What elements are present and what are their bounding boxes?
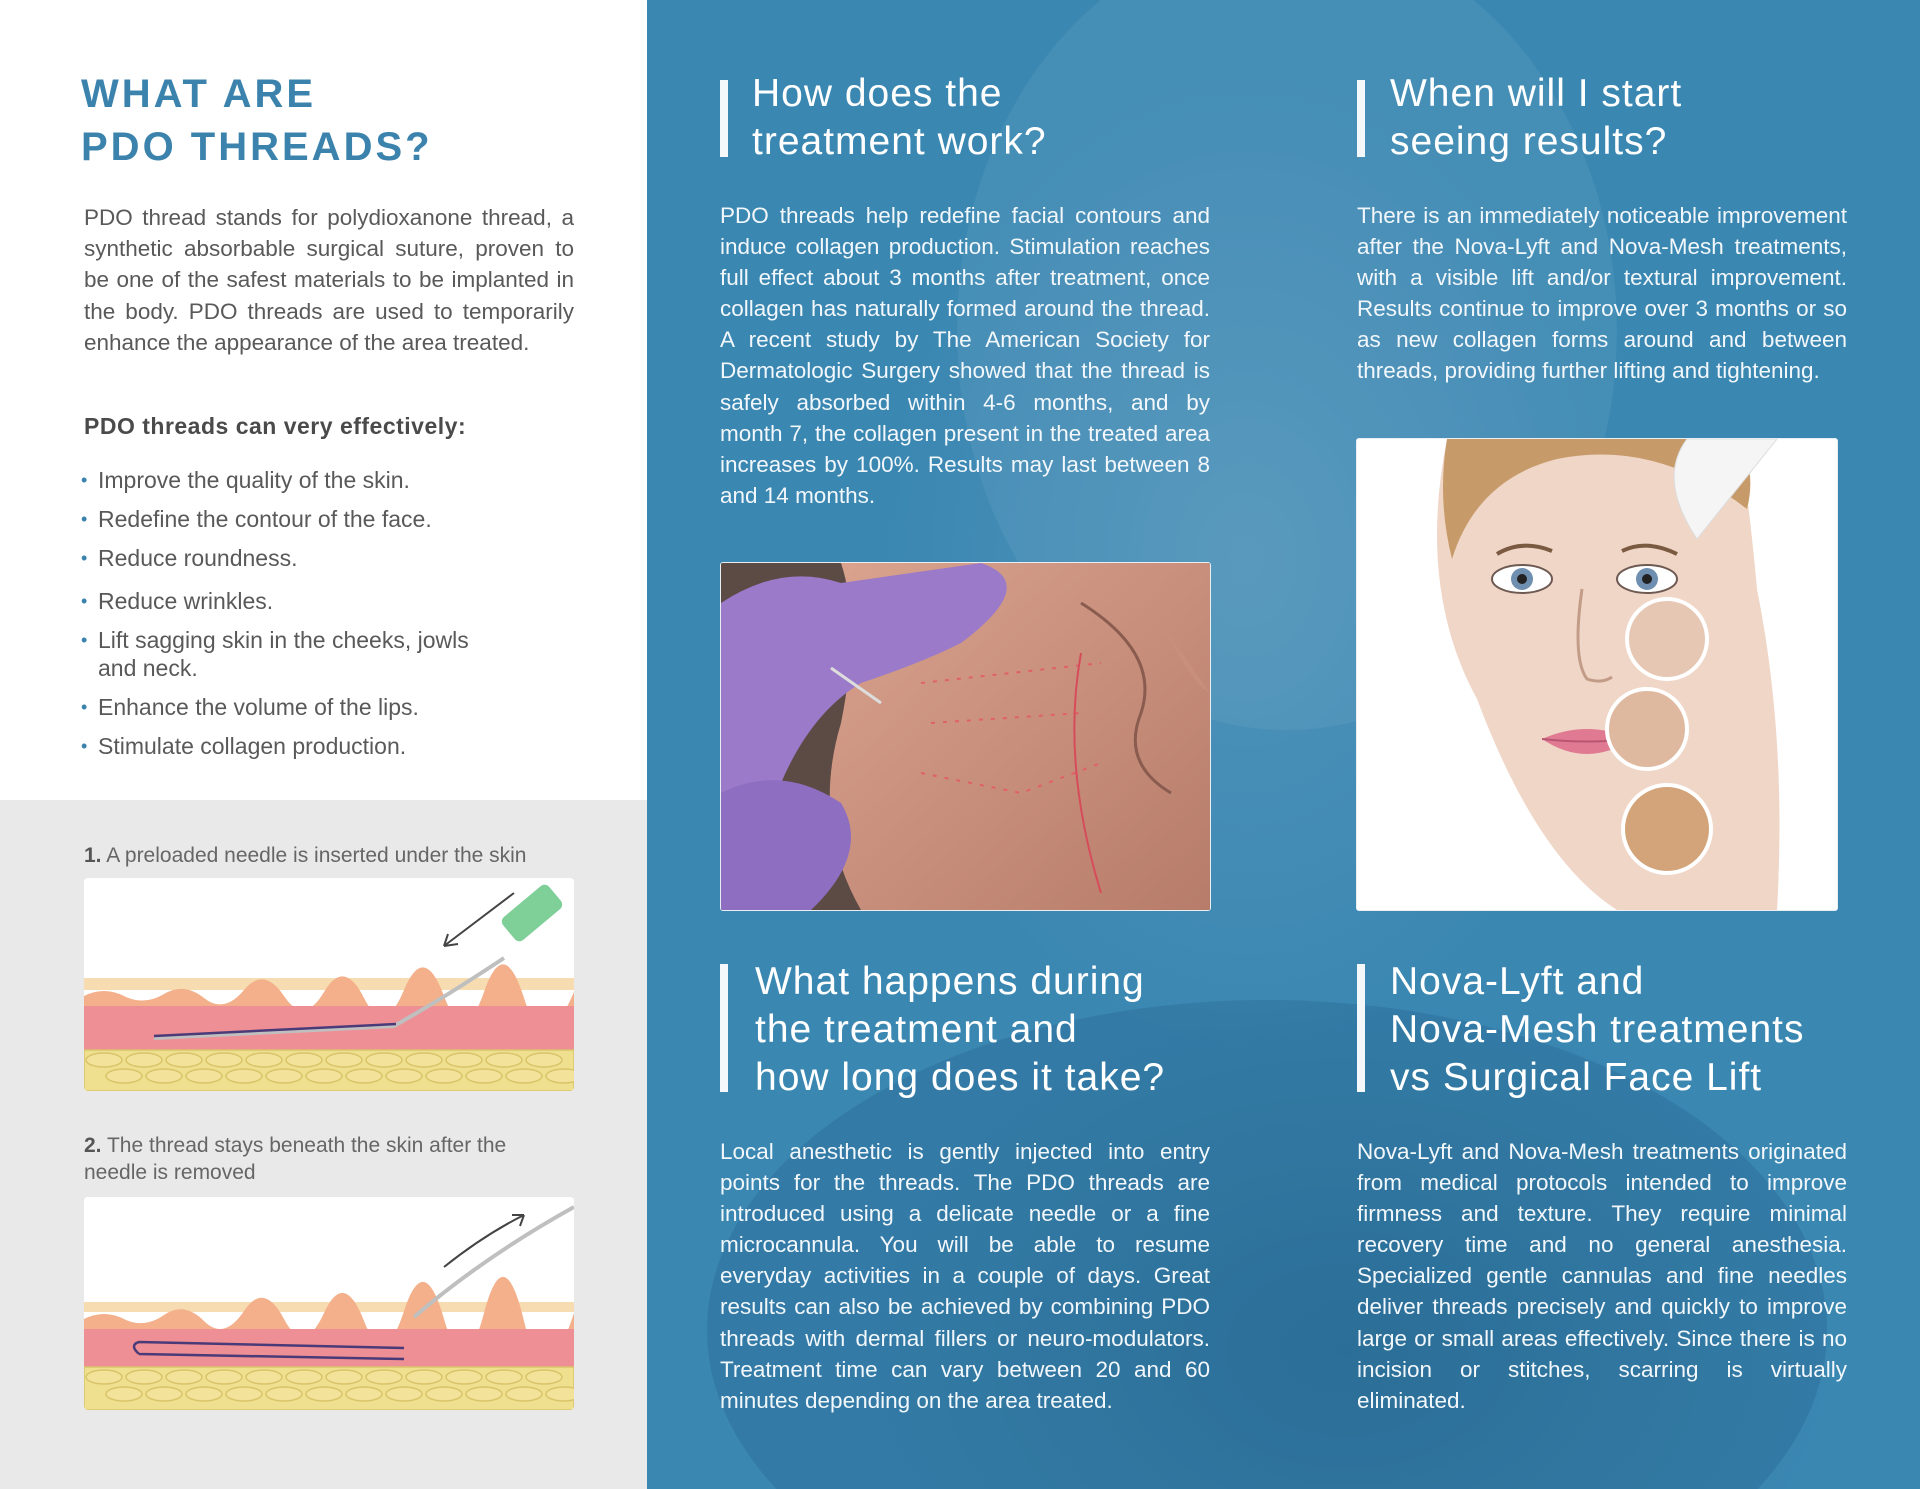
- list-item: • Stimulate collagen production.: [80, 732, 540, 760]
- heading-line: how long does it take?: [755, 1056, 1166, 1099]
- step-2-number: 2.: [84, 1134, 102, 1157]
- heading-line: seeing results?: [1390, 120, 1668, 163]
- heading-line: treatment work?: [752, 120, 1047, 163]
- needle-insertion-illustration: [84, 878, 574, 1091]
- treatment-paragraph: PDO threads help redefine facial contours and induce collagen production. Stimulation reaches full effect about 3 months after treatment, once collagen has naturally formed around the thread. A recent study by The American Society for Dermatologic Surgery showed that the thread is safely absorbed within 4-6 months, and by month 7, the collagen present in the treated area increases by 100%. Results may last between 8 and 14 months.: [720, 203, 1210, 508]
- step-1-text: A preloaded needle is inserted under the skin: [106, 844, 527, 867]
- face-rejuvenation-photo: [1356, 438, 1838, 911]
- list-item: • Reduce wrinkles.: [80, 587, 540, 615]
- step-1-caption: [84, 842, 574, 869]
- step-1-number: 1.: [84, 844, 102, 867]
- list-item: • Redefine the contour of the face.: [80, 505, 540, 533]
- heading-line: the treatment and: [755, 1008, 1078, 1051]
- procedure-paragraph: Local anesthetic is gently injected into entry points for the threads. The PDO threads are introduced using a delicate needle or a fine microcannula. You will be able to resume everyday activities in a couple of days. Great results can also be achieved by combining PDO threads with dermal fillers or neuro-modulators. Treatment time can vary between 20 and 60 minutes depending on the area treated.: [720, 1139, 1210, 1413]
- title-line-2: PDO THREADS?: [81, 125, 433, 169]
- heading-accent-bar: [720, 80, 728, 157]
- results-paragraph: There is an immediately noticeable improvement after the Nova-Lyft and Nova-Mesh treatments, with a visible lift and/or textural improvement. Results continue to improve over 3 months or so as new collagen forms around and between threads, providing further lifting and tightening.: [1357, 203, 1847, 384]
- list-item: • Lift sagging skin in the cheeks, jowls and neck.: [80, 626, 508, 682]
- step-2-text: The thread stays beneath the skin after the needle is removed: [84, 1134, 507, 1184]
- list-item: • Improve the quality of the skin.: [80, 466, 540, 494]
- section-heading-treatment: [752, 70, 1047, 166]
- intro-paragraph: PDO thread stands for polydioxanone thread, a synthetic absorbable surgical suture, proven to be one of the safest materials to be implanted in the body. PDO threads are used to temporarily enhance the appearance of the area treated.: [84, 205, 574, 355]
- heading-accent-bar: [1357, 964, 1365, 1092]
- heading-line: Nova-Mesh treatments: [1390, 1008, 1805, 1051]
- heading-line: What happens during: [755, 960, 1145, 1003]
- comparison-paragraph: Nova-Lyft and Nova-Mesh treatments originated from medical protocols intended to improve firmness and texture. They require minimal recovery time and no general anesthesia. Specialized gentle cannulas and fine needles deliver threads precisely and quickly to improve large or small areas effectively. Since there is no incision or stitches, scarring is virtually eliminated.: [1357, 1139, 1847, 1413]
- thread-placed-illustration: [84, 1197, 574, 1410]
- title-line-1: WHAT ARE: [81, 72, 317, 116]
- heading-line: How does the: [752, 72, 1003, 115]
- benefits-list: [80, 466, 540, 760]
- heading-line: Nova-Lyft and: [1390, 960, 1645, 1003]
- step-2-caption: [84, 1132, 574, 1186]
- section-heading-procedure: [755, 958, 1165, 1102]
- heading-line: vs Surgical Face Lift: [1390, 1056, 1763, 1099]
- section-heading-comparison: [1390, 958, 1804, 1102]
- heading-accent-bar: [1357, 80, 1365, 157]
- heading-accent-bar: [720, 964, 728, 1092]
- treatment-photo: [720, 562, 1211, 911]
- list-item: • Reduce roundness.: [80, 544, 540, 572]
- list-item: • Enhance the volume of the lips.: [80, 693, 540, 721]
- benefits-subheading: PDO threads can very effectively:: [84, 413, 467, 439]
- section-heading-results: [1390, 70, 1682, 166]
- page-title: [81, 68, 433, 174]
- heading-line: When will I start: [1390, 72, 1683, 115]
